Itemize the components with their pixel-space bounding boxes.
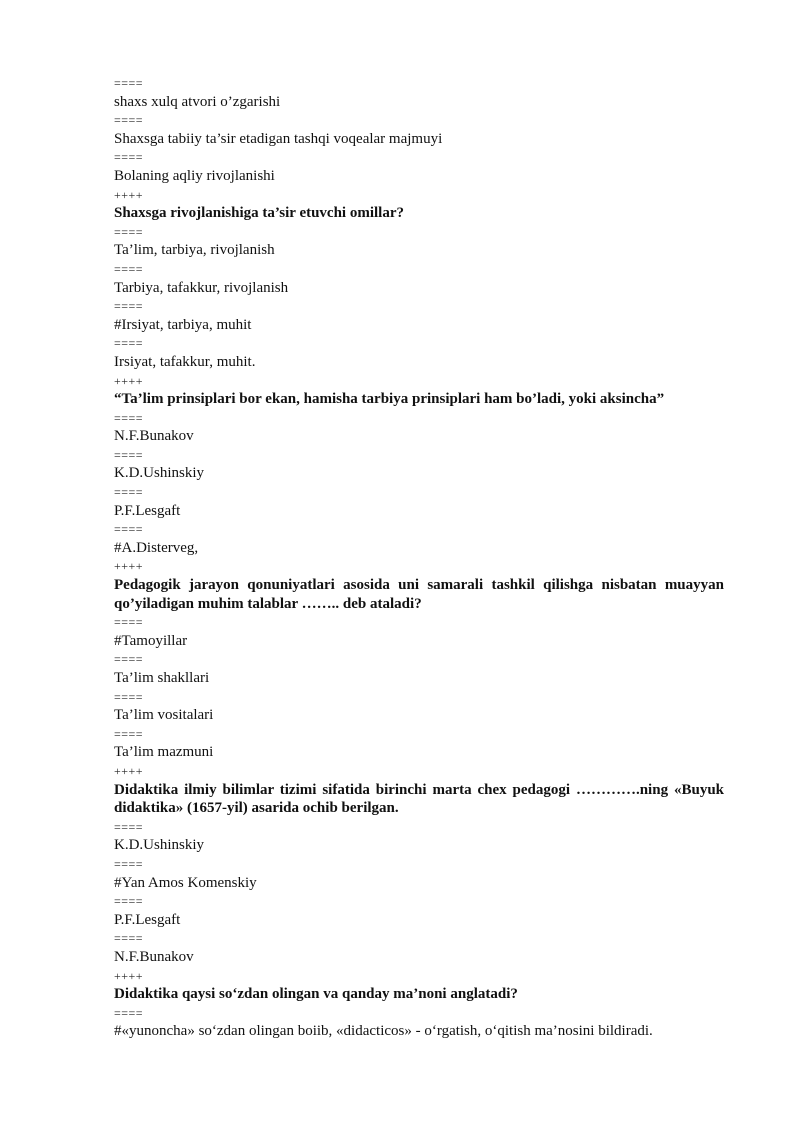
answer-separator: ==== [114, 76, 144, 90]
answer-separator: ==== [114, 652, 144, 667]
answer-option: N.F.Bunakov [114, 948, 194, 965]
document-page [114, 74, 724, 1041]
answer-option: shaxs xulq atvori o’zgarishi [114, 93, 281, 110]
question-text: “Ta’lim prinsiplari bor ekan, hamisha tarbiya prinsiplari ham bo’ladi, yoki aksincha” [114, 391, 665, 408]
answer-separator: ==== [114, 150, 144, 165]
answer-separator: ==== [114, 336, 144, 351]
answer-option: Irsiyat, tafakkur, muhit. [114, 353, 256, 370]
answer-separator: ==== [114, 113, 144, 128]
answer-option: #Yan Amos Komenskiy [114, 874, 257, 891]
question-text: Pedagogik jarayon qonuniyatlari asosida uni samarali tashkil qilishga nisbatan muayyan qo’yiladigan muhim talablar …….. deb ataladi? [114, 577, 724, 612]
question-text: Didaktika qaysi so‘zdan olingan va qanday ma’noni anglatadi? [114, 986, 518, 1003]
answer-separator: ==== [114, 615, 144, 630]
answer-option: P.F.Lesgaft [114, 502, 181, 519]
answer-separator: ==== [114, 1005, 144, 1020]
answer-separator: ==== [114, 522, 144, 537]
answer-option: Bolaning aqliy rivojlanishi [114, 167, 275, 184]
answer-option: Shaxsga tabiiy ta’sir etadigan tashqi voqealar majmuyi [114, 130, 443, 147]
question-separator: ++++ [114, 187, 144, 202]
answer-separator: ==== [114, 299, 144, 314]
answer-separator: ==== [114, 689, 144, 704]
answer-option: Ta’lim, tarbiya, rivojlanish [114, 242, 275, 259]
answer-separator: ==== [114, 894, 144, 909]
answer-separator: ==== [114, 931, 144, 946]
answer-option: #A.Disterveg, [114, 539, 199, 556]
answer-option: #«yunoncha» so‘zdan olingan boiib, «didacticos» - o‘rgatish, o‘qitish ma’nosini bildiradi. [114, 1023, 653, 1040]
answer-option: Ta’lim shakllari [114, 670, 210, 686]
answer-option: #Irsiyat, tarbiya, muhit [114, 316, 252, 333]
answer-separator: ==== [114, 856, 144, 871]
answer-separator: ==== [114, 447, 144, 462]
question-separator: ++++ [114, 559, 144, 574]
answer-option: Tarbiya, tafakkur, rivojlanish [114, 279, 289, 296]
answer-option: Ta’lim vositalari [114, 707, 214, 724]
answer-separator: ==== [114, 410, 144, 425]
answer-option: K.D.Ushinskiy [114, 837, 205, 854]
answer-separator: ==== [114, 819, 144, 834]
answer-option: #Tamoyillar [114, 632, 188, 649]
answer-separator: ==== [114, 261, 144, 276]
answer-separator: ==== [114, 485, 144, 500]
question-text: Shaxsga rivojlanishiga ta’sir etuvchi omillar? [114, 205, 405, 222]
question-separator: ++++ [114, 968, 144, 983]
answer-option: P.F.Lesgaft [114, 911, 181, 928]
question-text: Didaktika ilmiy bilimlar tizimi sifatida birinchi marta chex pedagogi ………….ning «Buyuk didaktika» (1657-yil) asarida ochib berilgan. [114, 781, 724, 817]
answer-option: Ta’lim mazmuni [114, 744, 214, 761]
answer-separator: ==== [114, 224, 144, 239]
answer-option: K.D.Ushinskiy [114, 465, 205, 482]
answer-option: N.F.Bunakov [114, 428, 194, 445]
question-separator: ++++ [114, 373, 144, 388]
answer-separator: ==== [114, 726, 144, 741]
question-separator: ++++ [114, 763, 144, 778]
